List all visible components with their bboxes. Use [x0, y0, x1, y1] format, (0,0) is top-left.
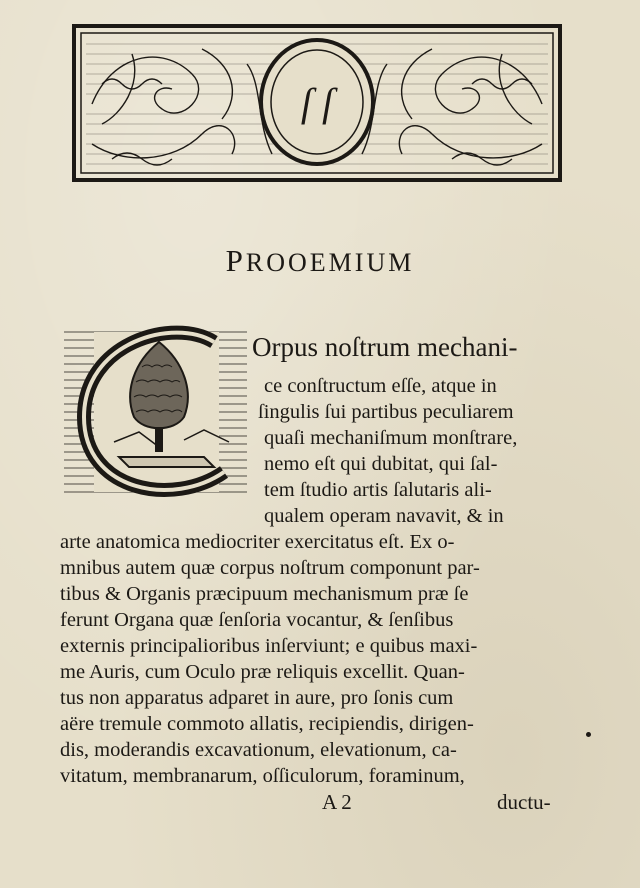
text-line-8: arte anatomica mediocriter exercitatus eſt. Ex o-: [60, 531, 455, 553]
headpiece-monogram: ſ ſ: [300, 80, 334, 125]
text-line-1: Orpus noſtrum mechani-: [252, 332, 518, 362]
text-line-11: ferunt Organa quæ ſenſoria vocantur, & ſenſibus: [60, 609, 454, 631]
page-title: [0, 243, 640, 279]
text-line-13: me Auris, cum Oculo præ reliquis excellit. Quan-: [60, 661, 465, 683]
text-line-6: tem ſtudio artis ſalutaris ali-: [264, 479, 492, 501]
signature-mark: A 2: [322, 790, 352, 814]
ink-blot: [586, 732, 591, 737]
text-line-12: externis principalioribus inſerviunt; e quibus maxi-: [60, 635, 478, 657]
text-line-17: vitatum, membranarum, oſſiculorum, foraminum,: [60, 765, 465, 787]
decorated-initial: [64, 322, 247, 502]
catchword: ductu-: [497, 790, 551, 814]
text-line-15: aëre tremule commoto allatis, recipiendis, dirigen-: [60, 713, 474, 735]
text-line-10: tibus & Organis præcipuum mechanismum præ ſe: [60, 583, 469, 605]
title-initial: P: [225, 243, 246, 278]
text-line-3: ſingulis ſui partibus peculiarem: [258, 401, 514, 423]
text-line-2: ce conſtructum eſſe, atque in: [264, 375, 497, 397]
text-line-14: tus non apparatus adparet in aure, pro ſonis cum: [60, 687, 454, 709]
title-rest: ROOEMIUM: [245, 248, 415, 277]
text-line-9: mnibus autem quæ corpus noſtrum componunt par-: [60, 557, 480, 579]
ornamental-headpiece: [72, 24, 562, 182]
text-line-16: dis, moderandis excavationum, elevationum, ca-: [60, 739, 457, 761]
text-line-7: qualem operam navavit, & in: [264, 505, 504, 527]
text-line-5: nemo eſt qui dubitat, qui ſal-: [264, 453, 498, 475]
text-line-4: quaſi mechaniſmum monſtrare,: [264, 427, 518, 449]
